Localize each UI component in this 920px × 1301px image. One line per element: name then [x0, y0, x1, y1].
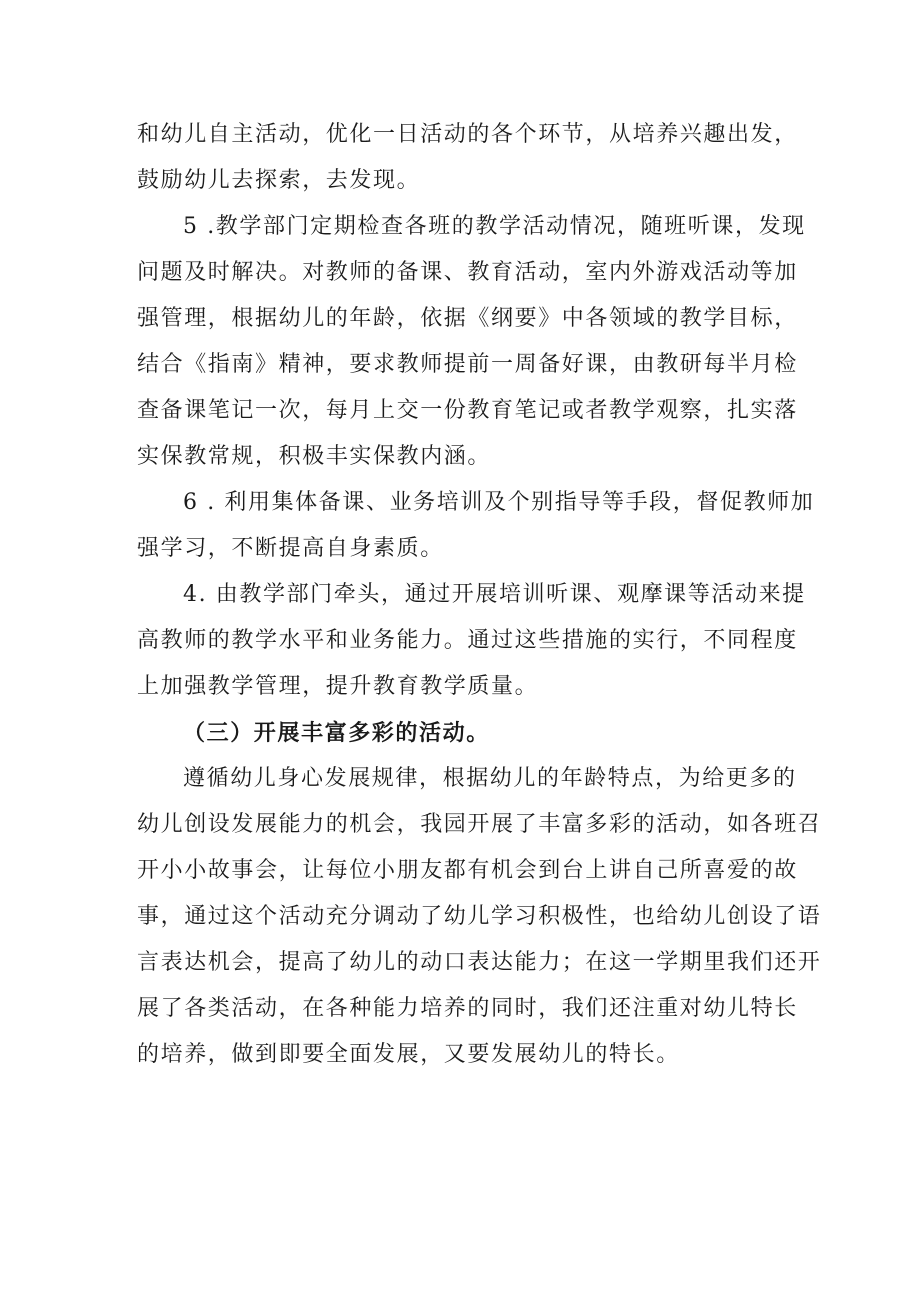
text-line: 实保教常规，积极丰实保教内涵。 — [137, 444, 492, 469]
text-line: 的培养，做到即要全面发展，又要发展幼儿的特长。 — [137, 1042, 680, 1067]
text-line: 幼儿创设发展能力的机会，我园开展了丰富多彩的活动，如各班召 — [137, 812, 822, 837]
item-4-paragraph — [137, 572, 806, 710]
section-heading: （三）开展丰富多彩的活动。 — [183, 720, 490, 746]
text-line: 遵循幼儿身心发展规律，根据幼儿的年龄特点，为给更多的 — [183, 766, 797, 791]
text-line: 强学习，不断提高自身素质。 — [137, 536, 444, 561]
section-paragraph — [137, 756, 822, 1078]
text-line: 鼓励幼儿去探索，去发现。 — [137, 168, 421, 193]
text-line: 5 .教学部门定期检查各班的教学活动情况，随班听课，发现 — [183, 214, 806, 239]
text-line: 4. 由教学部门牵头，通过开展培训听课、观摩课等活动来提 — [183, 582, 806, 607]
text-line: 言表达机会，提高了幼儿的动口表达能力；在这一学期里我们还开 — [137, 950, 822, 975]
text-line: 事，通过这个活动充分调动了幼儿学习积极性，也给幼儿创设了语 — [137, 904, 822, 929]
text-line: 6 . 利用集体备课、业务培训及个别指导等手段，督促教师加 — [183, 490, 815, 515]
document-page — [137, 112, 822, 1078]
text-line: 查备课笔记一次，每月上交一份教育笔记或者教学观察，扎实落 — [137, 398, 798, 423]
text-line: 上加强教学管理，提升教育教学质量。 — [137, 674, 539, 699]
text-line: 开小小故事会，让每位小朋友都有机会到台上讲自己所喜爱的故 — [137, 858, 798, 883]
text-line: 强管理，根据幼儿的年龄，依据《纲要》中各领域的教学目标， — [137, 306, 798, 331]
continuation-paragraph — [137, 112, 798, 204]
item-5-paragraph — [137, 204, 806, 480]
text-line: 和幼儿自主活动，优化一日活动的各个环节，从培养兴趣出发， — [137, 122, 798, 147]
text-line: 展了各类活动，在各种能力培养的同时，我们还注重对幼儿特长 — [137, 996, 798, 1021]
text-line: 问题及时解决。对教师的备课、教育活动，室内外游戏活动等加 — [137, 260, 798, 285]
text-line: 高教师的教学水平和业务能力。通过这些措施的实行，不同程度 — [137, 628, 798, 653]
item-6-paragraph — [137, 480, 815, 572]
text-line: 结合《指南》精神，要求教师提前一周备好课，由教研每半月检 — [137, 352, 798, 377]
